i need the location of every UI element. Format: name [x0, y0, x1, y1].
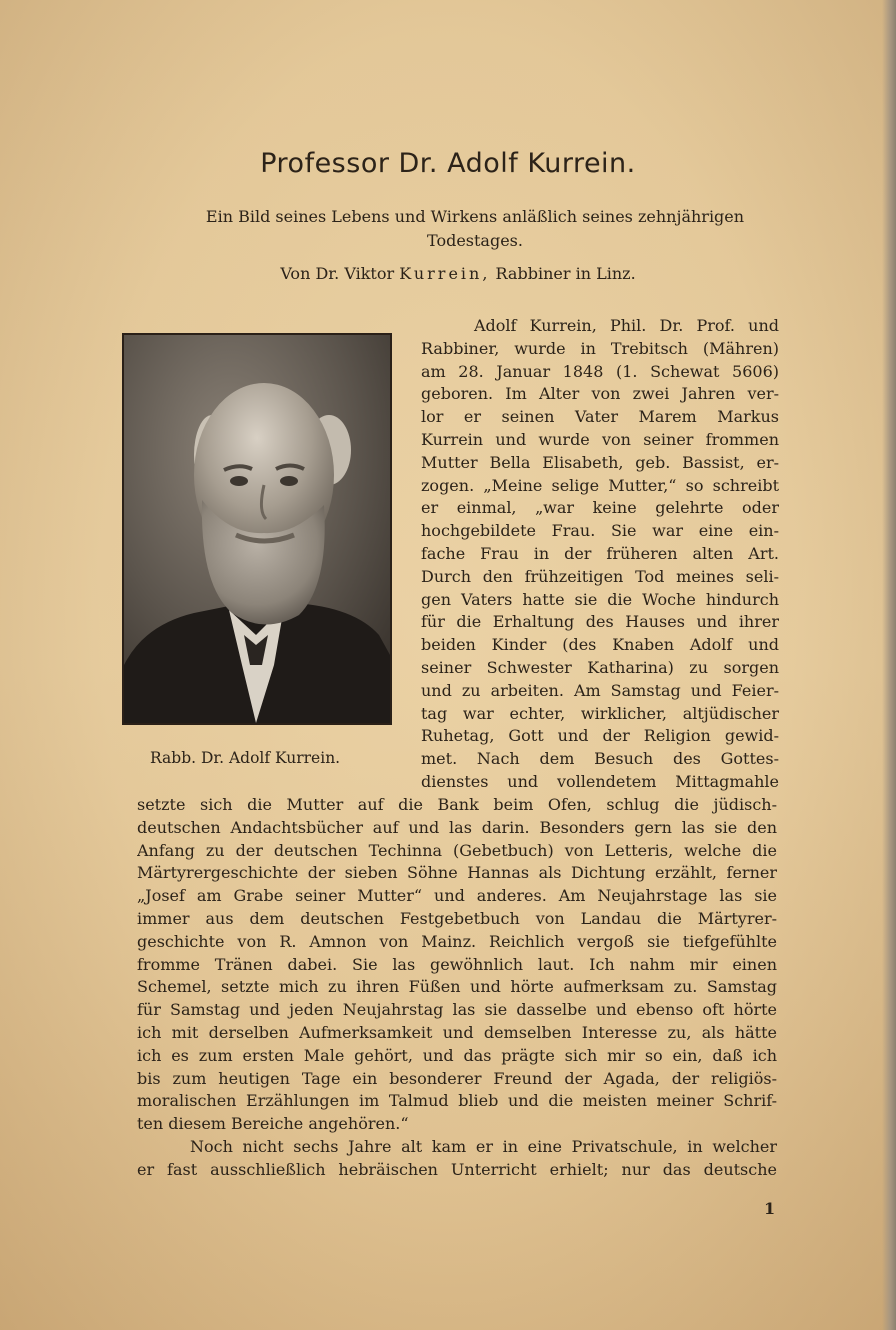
body-line: geschichte von R. Amnon von Mainz. Reichlich vergoß sie tiefgefühlte: [137, 931, 777, 951]
body-line: ten diesem Bereiche angehören.“: [137, 1114, 409, 1134]
column-line: hochgebildete Frau. Sie war eine ein-: [421, 521, 779, 541]
body-line: ich es zum ersten Male gehört, und das prägte sich mir so ein, daß ich: [137, 1045, 777, 1065]
column-line: am 28. Januar 1848 (1. Schewat 5606): [421, 361, 779, 381]
body-line: er fast ausschließlich hebräischen Unterricht erhielt; nur das deutsche: [137, 1159, 777, 1179]
body-line: Noch nicht sechs Jahre alt kam er in eine Privatschule, in welcher: [190, 1136, 777, 1156]
column-line: geboren. Im Alter von zwei Jahren ver-: [421, 384, 779, 404]
byline-suffix: Rabbiner in Linz.: [495, 264, 636, 283]
body-line: immer aus dem deutschen Festgebetbuch von Landau die Märtyrer-: [137, 908, 777, 928]
page-title: Professor Dr. Adolf Kurrein.: [260, 148, 636, 179]
body-line: deutschen Andachtsbücher auf und las darin. Besonders gern las sie den: [137, 817, 777, 837]
column-line: und zu arbeiten. Am Samstag und Feier-: [421, 680, 779, 700]
byline-prefix: Von Dr. Viktor: [280, 264, 395, 283]
body-line: Schemel, setzte mich zu ihren Füßen und hörte aufmerksam zu. Samstag: [137, 977, 777, 997]
body-line: fromme Tränen dabei. Sie las gewöhnlich laut. Ich nahm mir einen: [137, 954, 777, 974]
column-line: tag war echter, wirklicher, altjüdischer: [421, 703, 779, 723]
body-line: moralischen Erzählungen im Talmud blieb und die meisten meiner Schrif-: [137, 1091, 777, 1111]
column-paragraph: [421, 315, 779, 794]
body-line: Anfang zu der deutschen Techinna (Gebetbuch) von Letteris, welche die: [137, 840, 777, 860]
subtitle: [160, 205, 790, 253]
paper-edge: [882, 0, 896, 1330]
byline-author-name: Kurrein,: [399, 264, 491, 283]
column-line: gen Vaters hatte sie die Woche hindurch: [421, 589, 779, 609]
body-line: „Josef am Grabe seiner Mutter“ und anderes. Am Neujahrstage las sie: [137, 886, 777, 906]
column-line: met. Nach dem Besuch des Gottes-: [421, 749, 779, 769]
column-line: Ruhetag, Gott und der Religion gewid-: [421, 726, 779, 746]
body-paragraphs: [137, 794, 777, 1182]
column-line: Mutter Bella Elisabeth, geb. Bassist, er-: [421, 452, 779, 472]
column-line: er einmal, „war keine gelehrte oder: [421, 498, 779, 518]
column-line: beiden Kinder (des Knaben Adolf und: [421, 635, 779, 655]
column-line: zogen. „Meine selige Mutter,“ so schreibt: [421, 475, 779, 495]
column-line: fache Frau in der früheren alten Art.: [421, 543, 779, 563]
byline: [0, 264, 896, 283]
photo-caption: Rabb. Dr. Adolf Kurrein.: [150, 749, 341, 767]
body-line: ich mit derselben Aufmerksamkeit und demselben Interesse zu, als hätte: [137, 1022, 777, 1042]
column-line: dienstes und vollendetem Mittagmahle: [421, 771, 779, 791]
column-line: lor er seinen Vater Marem Markus: [421, 407, 779, 427]
column-line: seiner Schwester Katharina) zu sorgen: [421, 657, 779, 677]
column-line: Adolf Kurrein, Phil. Dr. Prof. und: [474, 316, 779, 335]
subtitle-line-1: Ein Bild seines Lebens und Wirkens anläßlich seines zehnjährigen: [205, 207, 745, 226]
subtitle-line-2: Todestages.: [427, 231, 523, 250]
body-line: bis zum heutigen Tage ein besonderer Freund der Agada, der religiös-: [137, 1068, 777, 1088]
body-line: für Samstag und jeden Neujahrstag las sie dasselbe und ebenso oft hörte: [137, 1000, 777, 1020]
portrait-photo: [122, 333, 392, 725]
column-line: für die Erhaltung des Hauses und ihrer: [421, 612, 779, 632]
body-line: Märtyrergeschichte der sieben Söhne Hannas als Dichtung erzählt, ferner: [137, 863, 777, 883]
page-number: 1: [764, 1199, 776, 1218]
body-line: setzte sich die Mutter auf die Bank beim Ofen, schlug die jüdisch-: [137, 795, 777, 814]
column-line: Rabbiner, wurde in Trebitsch (Mähren): [421, 338, 779, 358]
column-line: Kurrein und wurde von seiner frommen: [421, 429, 779, 449]
column-line: Durch den frühzeitigen Tod meines seli-: [421, 566, 779, 586]
